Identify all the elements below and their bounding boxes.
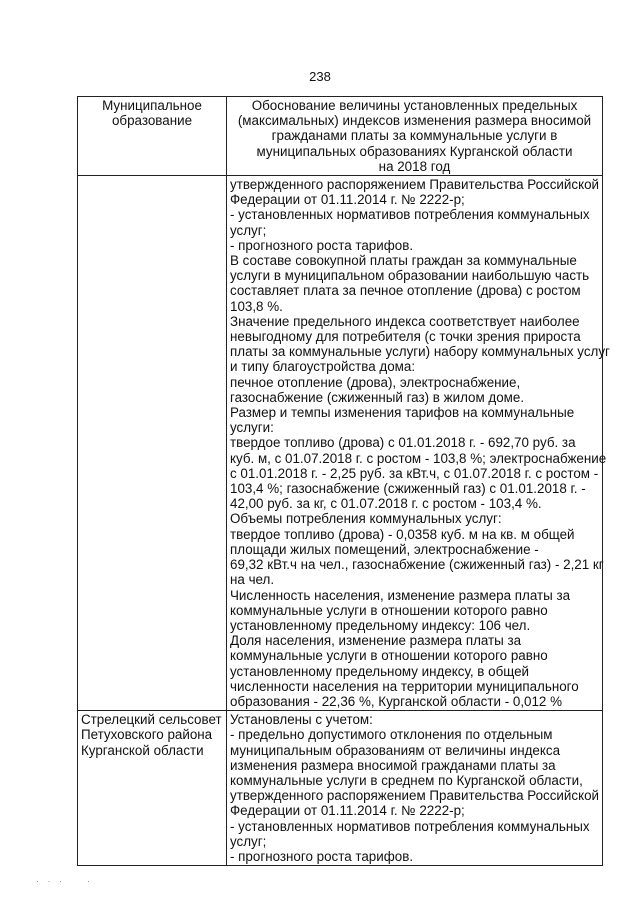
text-line: коммунальные услуги в отношении которого равно xyxy=(230,648,548,664)
municipality-cell xyxy=(78,176,227,711)
header-justification-line: Обоснование величины установленных предельных xyxy=(251,98,578,113)
text-line: 42,00 руб. за кг, с 01.07.2018 г. с ростом - 103,4 %. xyxy=(230,496,542,512)
text-line: составляет плата за печное отопление (дрова) с ростом xyxy=(230,283,581,299)
header-municipality xyxy=(78,97,227,176)
text-line: Федерации от 01.11.2014 г. № 2222-р; xyxy=(230,192,465,208)
text-line: утвержденного распоряжением Правительства Российской xyxy=(230,177,600,193)
text-line: услуг; xyxy=(230,833,267,849)
text-line: услуг; xyxy=(230,222,267,238)
table-row xyxy=(78,711,603,866)
municipality-line: Курганской области xyxy=(81,742,204,758)
header-municipality-line: Муниципальное xyxy=(102,98,202,113)
text-line: В составе совокупной платы граждан за коммунальные xyxy=(230,253,577,269)
text-line: 103,4 %; газоснабжение (сжиженный газ) с 01.01.2018 г. - xyxy=(230,481,586,497)
header-justification-line: муниципальных образованиях Курганской области xyxy=(256,143,573,159)
text-line: на чел. xyxy=(230,572,275,588)
text-line: установленному предельному индексу: 106 чел. xyxy=(230,617,531,633)
text-line: платы за коммунальные услуги) набору коммунальных услуг xyxy=(230,344,610,360)
text-line: - прогнозного роста тарифов. xyxy=(230,237,414,253)
text-line: 69,32 кВт.ч на чел., газоснабжение (сжиженный газ) - 2,21 кг xyxy=(230,557,604,573)
text-line: Доля населения, изменение размера платы за xyxy=(230,633,522,649)
text-line: и типу благоустройства дома: xyxy=(230,359,416,375)
text-line: муниципальным образованиям от величины индекса xyxy=(230,742,561,758)
table-row xyxy=(78,176,603,711)
header-justification-line: гражданами платы за коммунальные услуги в xyxy=(271,128,558,144)
justification-cell xyxy=(227,176,610,711)
text-line: Федерации от 01.11.2014 г. № 2222-р; xyxy=(230,803,465,819)
text-line: печное отопление (дрова), электроснабжение, xyxy=(230,374,521,390)
header-municipality-line: образование xyxy=(111,113,193,129)
municipality-cell xyxy=(78,711,227,866)
header-justification-line: (максимальных) индексов изменения размера вносимой xyxy=(237,113,592,129)
text-line: газоснабжение (сжиженный газ) в жилом доме. xyxy=(230,389,525,405)
text-line: твердое топливо (дрова) - 0,0358 куб. м на кв. м общей xyxy=(230,526,575,542)
text-line: Численность населения, изменение размера платы за xyxy=(230,587,571,603)
text-line: твердое топливо (дрова) с 01.01.2018 г. - 692,70 руб. за xyxy=(230,435,576,451)
text-line: - установленных нормативов потребления коммунальных xyxy=(230,207,590,223)
scan-artifact: · · · · xyxy=(36,876,93,886)
text-line: услуги: xyxy=(230,420,274,436)
municipality-line: Стрелецкий сельсовет xyxy=(81,712,222,728)
text-line: Объемы потребления коммунальных услуг: xyxy=(230,511,502,527)
text-line: Установлены с учетом: xyxy=(230,712,373,728)
text-line: 103,8 %. xyxy=(230,298,283,314)
text-line: невыгодному для потребителя (с точки зрения прироста xyxy=(230,329,581,345)
text-line: куб. м, с 01.07.2018 г. с ростом - 103,8 %; электроснабжение xyxy=(230,450,607,466)
text-line: - предельно допустимого отклонения по отдельным xyxy=(230,727,553,743)
text-line: коммунальные услуги в среднем по Курганской области, xyxy=(230,772,583,788)
text-line: - установленных нормативов потребления коммунальных xyxy=(230,818,590,834)
page-number: 238 xyxy=(309,69,331,84)
text-line: с 01.01.2018 г. - 2,25 руб. за кВт.ч, с 01.07.2018 г. с ростом - xyxy=(230,465,599,481)
municipality-line: Петуховского района xyxy=(81,727,213,743)
text-line: Значение предельного индекса соответствует наиболее xyxy=(230,313,580,329)
text-line: услуги в муниципальном образовании наибольшую часть xyxy=(230,268,590,284)
justification-cell xyxy=(227,711,603,866)
text-line: установленному предельному индексу, в общей xyxy=(230,663,530,679)
text-line: коммунальные услуги в отношении которого равно xyxy=(230,602,548,618)
text-line: - прогнозного роста тарифов. xyxy=(230,848,414,864)
text-line: площади жилых помещений, электроснабжение - xyxy=(230,541,539,557)
header-justification xyxy=(227,97,603,176)
text-line: образования - 22,36 %, Курганской области - 0,012 % xyxy=(230,693,563,709)
text-line: Размер и темпы изменения тарифов на коммунальные xyxy=(230,405,575,421)
text-line: численности населения на территории муниципального xyxy=(230,678,579,694)
text-line: утвержденного распоряжением Правительства Российской xyxy=(230,788,600,804)
text-line: изменения размера вносимой гражданами платы за xyxy=(230,757,556,773)
tariff-justification-table xyxy=(77,96,610,866)
header-justification-line: на 2018 год xyxy=(378,158,451,174)
table-header-row xyxy=(78,97,603,176)
